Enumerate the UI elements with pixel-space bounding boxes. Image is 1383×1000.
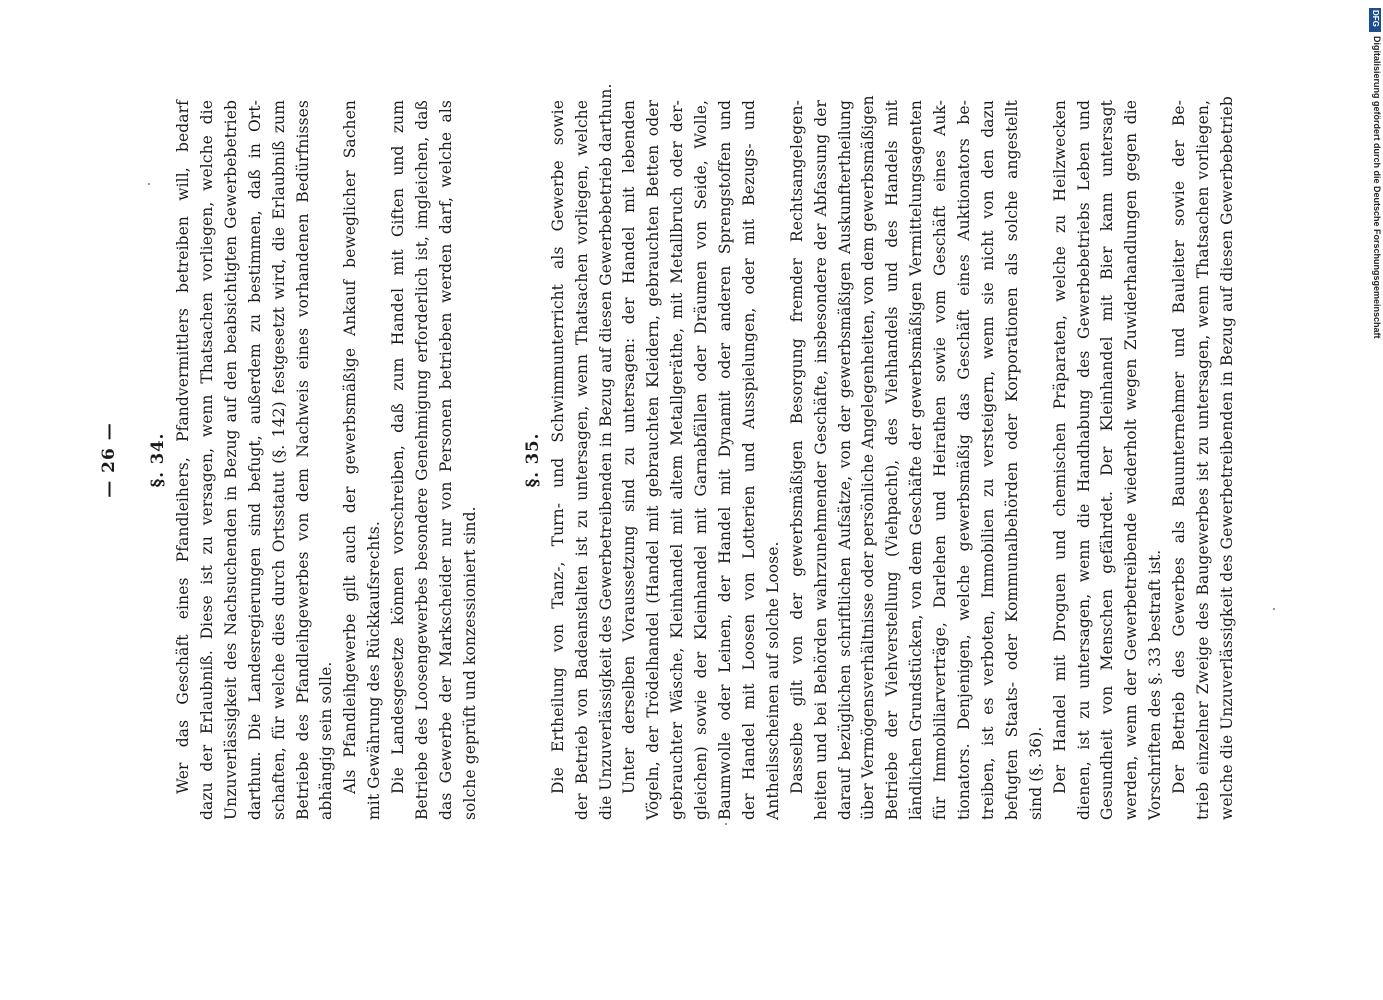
rotated-page-content: [98, 83, 1238, 820]
text-line: Die Ertheilung von Tanz-, Turn- und Schwimmunterricht als Gewerbe sowie: [548, 100, 567, 794]
text-line: darthun. Die Landesregierungen sind befugt, außerdem zu bestimmen, daß in Ort-: [245, 100, 264, 820]
text-line: Betriebe des Pfandleihgewerbes von dem Nachweis eines vorhandenen Bedürfnisses: [293, 100, 312, 820]
text-line: abhängig sein solle.: [317, 661, 336, 820]
text-line: Betriebe der Viehverstellung (Viehpacht), des Viehhandels und des Handels mit: [883, 100, 902, 820]
dfg-logo-text: DFG: [1371, 10, 1380, 27]
section-title: §. 35.: [522, 432, 542, 488]
text-line: ländlichen Grundstücken, von dem Geschäfte der gewerbsmäßigen Vermittelungsagenten: [907, 100, 926, 820]
text-line: Dasselbe gilt von der gewerbsmäßigen Besorgung fremder Rechtsangelegen-: [787, 100, 806, 794]
dfg-credit: [1368, 8, 1382, 988]
text-line: über Vermögensverhältnisse oder persönliche Angelegenheiten, von dem gewerbsmäßigen: [859, 95, 878, 820]
dfg-credit-text: Digitalisierung gefördert durch die Deutsche Forschungsgemeinschaft: [1372, 36, 1382, 339]
scan-speck: [148, 183, 150, 185]
text-line: Der Betrieb des Gewerbes als Bauunternehmer und Bauleiter sowie der Be-: [1170, 100, 1189, 794]
text-line: Unter derselben Voraussetzung sind zu untersagen: der Handel mit lebenden: [620, 100, 639, 794]
text-line: sind (§. 36).: [1026, 726, 1045, 820]
text-line: dazu der Erlaubniß. Diese ist zu versagen, wenn Thatsachen vorliegen, welche die: [197, 100, 216, 820]
text-line: solche geprüft und konzessioniert sind.: [460, 506, 479, 820]
dfg-logo: [1369, 8, 1381, 32]
text-line: schaften, für welche dies durch Ortsstatut (§. 142) festgesetzt wird, die Erlaubniß zum: [269, 100, 288, 820]
text-line: für Immobiliarverträge, Darlehen und Heirathen sowie vom Geschäft eines Auk-: [931, 100, 950, 820]
text-line: Der Handel mit Droguen und chemischen Präparaten, welche zu Heilzwecken: [1050, 100, 1069, 794]
page-number-header: — 26 —: [99, 422, 119, 498]
text-line: Betriebe des Loosengewerbes besondere Genehmigung erforderlich ist, imgleichen, daß: [413, 100, 431, 820]
text-line: dienen, ist zu untersagen, wenn die Handhabung des Gewerbebetriebs Leben und: [1074, 100, 1093, 820]
text-line: Antheilsscheinen auf solche Loose.: [763, 541, 782, 820]
text-line: der Handel mit Loosen von Lotterien und Ausspielungen, oder mit Bezugs- und: [739, 100, 758, 820]
text-line: treiben, ist es verboten, Immobilien zu versteigern, wenn sie nicht von den dazu: [978, 100, 997, 820]
text-line: Gesundheit von Menschen gefährdet. Der Kleinhandel mit Bier kann untersagt: [1098, 100, 1117, 820]
text-line: heiten und bei Behörden wahrzunehmender Geschäfte, insbesondere der Abfassung der: [811, 100, 830, 820]
scan-speck: [725, 823, 727, 825]
text-line: die Unzuverlässigkeit des Gewerbetreibenden in Bezug auf diesen Gewerbebetrieb darthun.: [596, 83, 615, 820]
text-line: befugten Staats- oder Kommunalbehörden oder Korporationen als solche angestellt: [1002, 100, 1021, 820]
text-line: Wer das Geschäft eines Pfandleihers, Pfandvermittlers betreiben will, bedarf: [174, 100, 192, 794]
text-line: darauf bezüglichen schriftlichen Aufsätze, von der gewerbsmäßigen Auskunftertheilung: [835, 100, 854, 820]
text-line: Vögeln, der Trödelhandel (Handel mit gebrauchten Kleidern, gebrauchten Betten oder: [644, 100, 663, 820]
text-line: Die Landesgesetze können vorschreiben, daß zum Handel mit Giften und zum: [389, 100, 408, 794]
text-line: Vorschriften des §. 33 bestraft ist.: [1146, 549, 1165, 820]
text-line: werden, wenn der Gewerbetreibende wiederholt wegen Zuwiderhandlungen gegen die: [1122, 100, 1141, 820]
text-line: tionators. Denjenigen, welche gewerbsmäßig das Geschäft eines Auktionators be-: [955, 100, 973, 820]
scan-speck: [1273, 608, 1275, 610]
text-line: trieb einzelner Zweige des Baugewerbes ist zu untersagen, wenn Thatsachen vorliegen,: [1194, 100, 1212, 820]
text-line: welche die Unzuverlässigkeit des Gewerbetreibenden in Bezug auf diesen Gewerbebetrieb: [1217, 96, 1236, 820]
text-line: Baumwolle oder Leinen, der Handel mit Dynamit oder anderen Sprengstoffen und: [716, 100, 734, 820]
text-line: Als Pfandleihgewerbe gilt auch der gewerbsmäßige Ankauf beweglicher Sachen: [341, 100, 360, 794]
text-line: Unzuverlässigkeit des Nachsuchenden in Bezug auf den beabsichtigten Gewerbebetrieb: [221, 100, 240, 820]
text-line: der Betrieb von Badeanstalten ist zu untersagen, wenn Thatsachen vorliegen, welche: [572, 100, 591, 820]
text-line: gleichen) sowie der Kleinhandel mit Garnabfällen oder Dräumen von Seide, Wolle,: [692, 100, 711, 820]
section-title: §. 34.: [148, 432, 167, 488]
text-line: gebrauchter Wäsche, Kleinhandel mit altem Metallgeräthe, mit Metallbruch oder der-: [668, 100, 687, 820]
text-line: mit Gewährung des Rückkaufsrechts.: [365, 521, 384, 820]
text-line: das Gewerbe der Markscheider nur von Personen betrieben werden darf, welche als: [436, 100, 455, 820]
